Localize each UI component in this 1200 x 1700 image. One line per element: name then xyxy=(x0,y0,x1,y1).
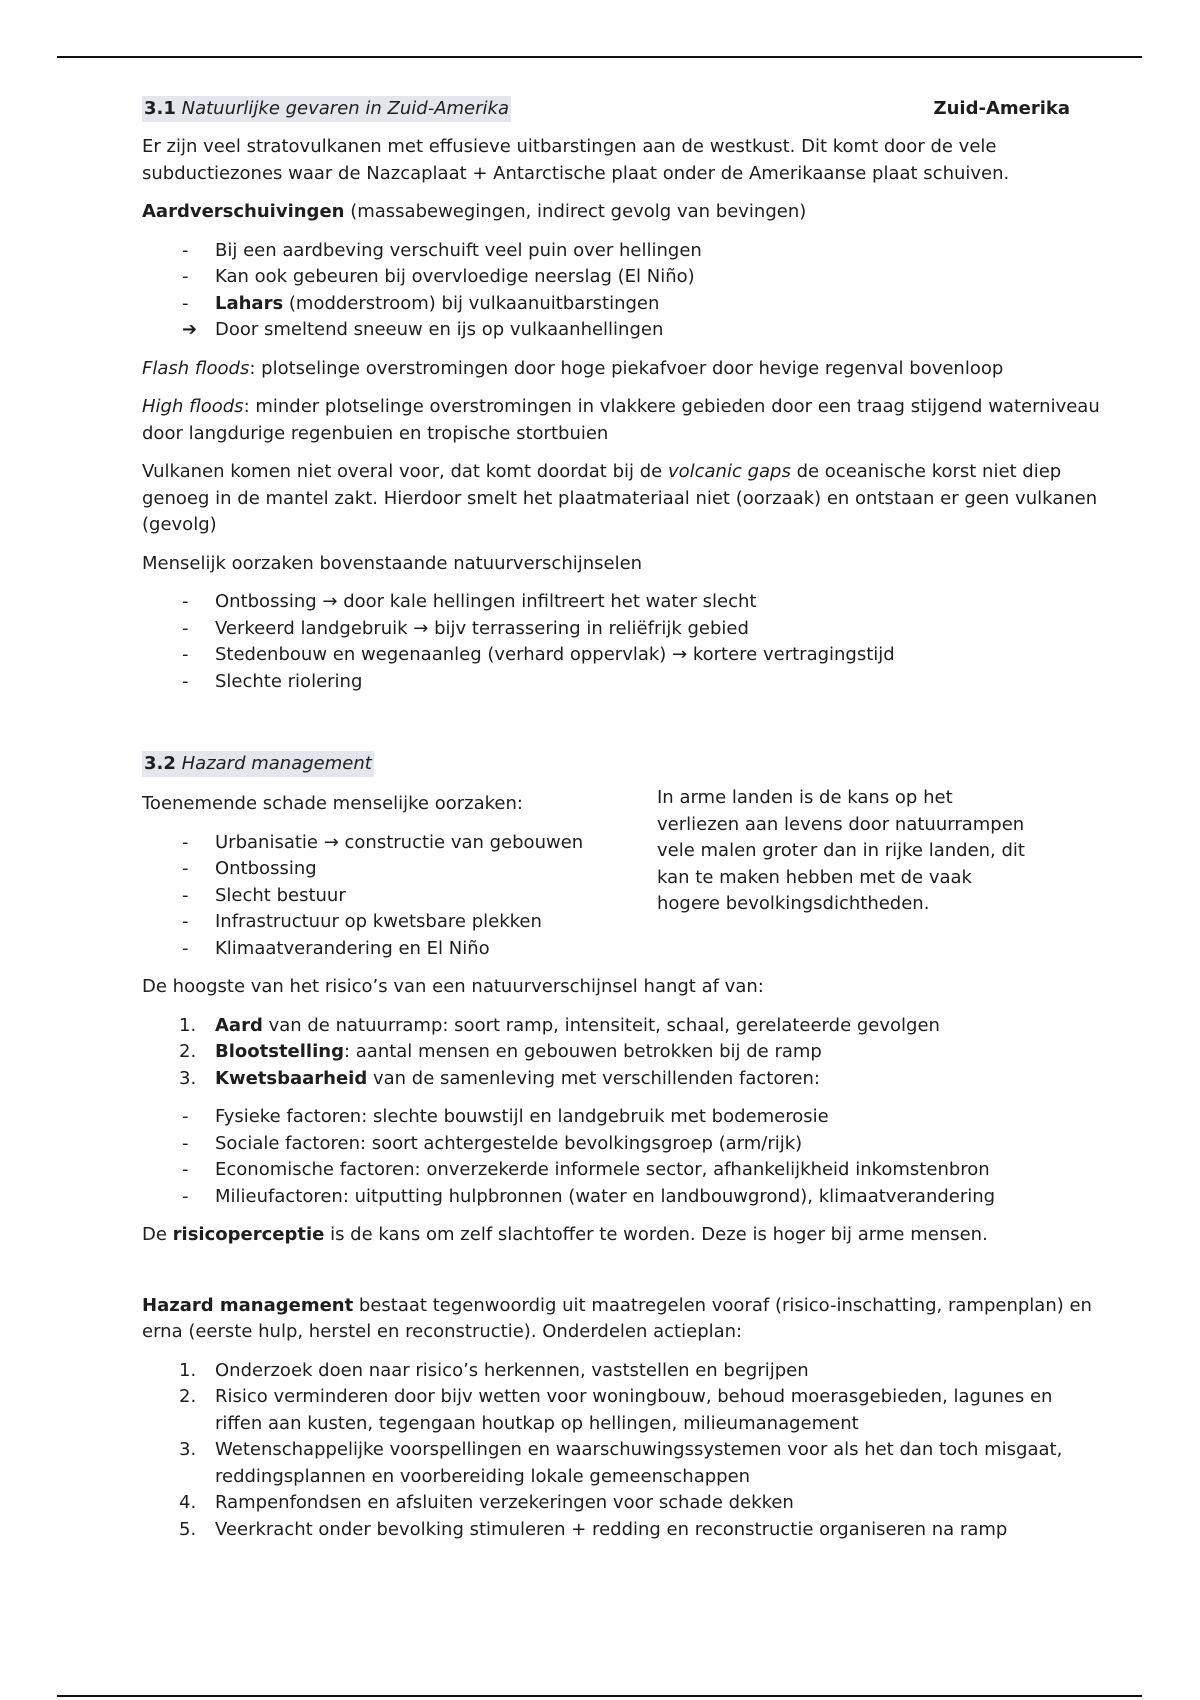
list-item: 3. Kwetsbaarheid van de samenleving met verschillenden factoren: xyxy=(179,1067,820,1089)
hazard-management-paragraph: Hazard management bestaat tegenwoordig uit maatregelen vooraf (risico-inschatting, rampenplan) en erna (eerste hulp, herstel en reconstructie). Onderdelen actieplan: xyxy=(142,1294,1092,1342)
menselijk-intro: Menselijk oorzaken bovenstaande natuurverschijnselen xyxy=(142,552,643,574)
aardverschuivingen-list xyxy=(142,238,1100,344)
factoren-list xyxy=(142,1104,1100,1210)
region-label: Zuid-Amerika xyxy=(933,97,1070,119)
schade-list xyxy=(142,830,657,963)
high-floods-paragraph: High floods: minder plotselinge overstromingen in vlakkere gebieden door een traag stijgend waterniveau door langdurige regenbuien en tropische stortbuien xyxy=(142,396,1100,444)
list-item: - Bij een aardbeving verschuift veel puin over hellingen xyxy=(182,239,702,261)
list-item: ➔ Door smeltend sneeuw en ijs op vulkaanhellingen xyxy=(142,317,1100,344)
section-header-3-2 xyxy=(142,751,1100,777)
document-page xyxy=(142,96,1100,1543)
arrow-right-icon: ➔ xyxy=(182,319,198,340)
list-item: 5. Veerkracht onder bevolking stimuleren + redding en reconstructie organiseren na ramp xyxy=(179,1518,1008,1540)
list-item: 2. Blootstelling: aantal mensen en gebouwen betrokken bij de ramp xyxy=(179,1041,822,1062)
aardverschuivingen-heading: Aardverschuivingen (massabewegingen, indirect gevolg van bevingen) xyxy=(142,201,807,222)
arme-landen-paragraph: In arme landen is de kans op het verliezen aan levens door natuurrampen vele malen groter dan in rijke landen, dit kan te maken hebben met de vaak hogere bevolkingsdichtheden. xyxy=(657,787,1025,914)
list-item: - Kan ook gebeuren bij overvloedige neerslag (El Niño) xyxy=(182,266,695,287)
bottom-rule xyxy=(57,1695,1142,1697)
list-item: 1. Aard van de natuurramp: soort ramp, intensiteit, schaal, gerelateerde gevolgen xyxy=(179,1014,940,1036)
section-header-3-1 xyxy=(142,96,1100,122)
actieplan-list xyxy=(142,1358,1100,1544)
list-item: - Verkeerd landgebruik → bijv terrassering in reliëfrijk gebied xyxy=(182,617,749,639)
list-item: 2. Risico verminderen door bijv wetten voor woningbouw, behoud moerasgebieden, lagunes en riffen aan kusten, tegengaan houtkap op hellingen, milieumanagement xyxy=(179,1386,1053,1434)
vulkanen-paragraph: Vulkanen komen niet overal voor, dat komt doordat bij de volcanic gaps de oceanische korst niet diep genoeg in de mantel zakt. Hierdoor smelt het plaatmateriaal niet (oorzaak) en ontstaan er geen vulkanen (gevolg) xyxy=(142,461,1098,535)
section-title-3-1: 3.1 Natuurlijke gevaren in Zuid-Amerika xyxy=(142,96,511,123)
list-item: 1. Onderzoek doen naar risico’s herkennen, vaststellen en begrijpen xyxy=(179,1359,809,1381)
top-rule xyxy=(57,56,1142,58)
list-item: 4. Rampenfondsen en afsluiten verzekeringen voor schade dekken xyxy=(179,1492,794,1513)
list-item: - Slecht bestuur xyxy=(182,884,346,906)
list-item: - Economische factoren: onverzekerde informele sector, afhankelijkheid inkomstenbron xyxy=(182,1159,990,1180)
list-item: - Ontbossing xyxy=(182,858,317,879)
arme-landen-column xyxy=(657,785,1037,962)
risicoperceptie-paragraph: De risicoperceptie is de kans om zelf slachtoffer te worden. Deze is hoger bij arme mensen. xyxy=(142,1224,988,1245)
list-item: - Sociale factoren: soort achtergestelde bevolkingsgroep (arm/rijk) xyxy=(182,1132,803,1154)
list-item: - Ontbossing → door kale hellingen infiltreert het water slecht xyxy=(182,591,757,612)
list-item: 3. Wetenschappelijke voorspellingen en waarschuwingssystemen voor als het dan toch misgaat, reddingsplannen en voorbereiding lokale gemeenschappen xyxy=(179,1439,1063,1487)
list-item: - Infrastructuur op kwetsbare plekken xyxy=(182,911,542,932)
intro-paragraph: Er zijn veel stratovulkanen met effusieve uitbarstingen aan de westkust. Dit komt door de vele subductiezones waar de Nazcaplaat + Antarctische plaat onder de Amerikaanse plaat schuiven. xyxy=(142,136,1010,184)
menselijk-list xyxy=(142,589,1100,695)
section-title-3-2: 3.2 Hazard management xyxy=(142,751,374,778)
list-item: - Urbanisatie → constructie van gebouwen xyxy=(182,831,584,853)
schade-intro: Toenemende schade menselijke oorzaken: xyxy=(142,793,523,814)
schade-column xyxy=(142,785,657,962)
list-item: - Slechte riolering xyxy=(182,670,363,692)
list-item: - Fysieke factoren: slechte bouwstijl en landgebruik met bodemerosie xyxy=(182,1106,829,1127)
risico-list xyxy=(142,1013,1100,1093)
list-item: - Stedenbouw en wegenaanleg (verhard oppervlak) → kortere vertragingstijd xyxy=(182,644,895,665)
two-column-block xyxy=(142,785,1100,962)
flash-floods-paragraph: Flash floods: plotselinge overstromingen door hoge piekafvoer door hevige regenval bovenloop xyxy=(142,357,1004,379)
risico-intro: De hoogste van het risico’s van een natuurverschijnsel hangt af van: xyxy=(142,976,764,997)
list-item: - Klimaatverandering en El Niño xyxy=(182,937,490,959)
list-item: - Lahars (modderstroom) bij vulkaanuitbarstingen xyxy=(182,292,660,314)
list-item: - Milieufactoren: uitputting hulpbronnen (water en landbouwgrond), klimaatverandering xyxy=(182,1185,996,1207)
